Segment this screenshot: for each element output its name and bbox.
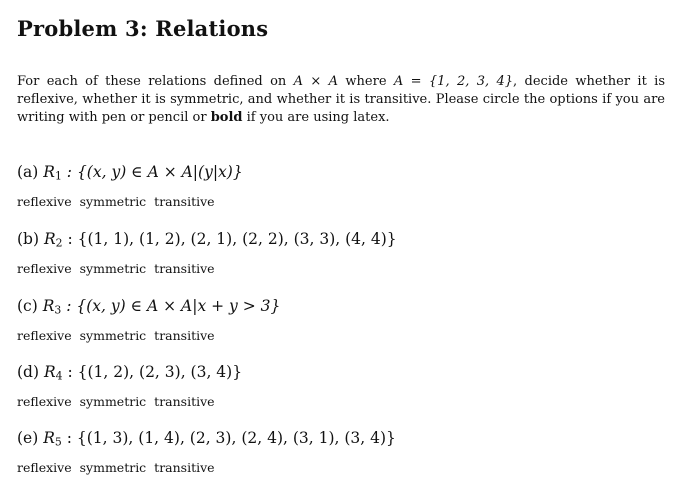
relation-index: 1 [54,169,62,183]
option-reflexive[interactable]: reflexive [17,394,72,409]
problem-label: (c) [17,297,38,315]
intro-bold-word: bold [210,110,243,125]
option-symmetric[interactable]: symmetric [79,194,147,209]
problem-e-options [17,460,215,475]
option-transitive[interactable]: transitive [154,261,215,276]
option-reflexive[interactable]: reflexive [17,194,72,209]
problem-label: (e) [17,429,39,447]
problem-label: (d) [17,363,40,381]
intro-text-3: , decide whether it is reflexive, whether it is symmetric, and whether it is transitive. Please circle the options if you are writing with pen or pencil or [17,74,666,125]
option-symmetric[interactable]: symmetric [79,460,147,475]
relation-name: R [43,363,56,381]
relation-name: R [43,163,55,181]
problem-a-options [17,194,215,209]
relation-name: R [43,230,56,248]
intro-math-product: A × A [293,74,339,89]
option-symmetric[interactable]: symmetric [79,328,147,343]
intro-text-1: For each of these relations defined on [17,74,294,89]
intro-text-4: if you are using latex. [242,110,390,125]
relation-index: 5 [54,435,62,449]
page-title: Problem 3: Relations [17,16,269,41]
problem-d-options [17,394,215,409]
option-reflexive[interactable]: reflexive [17,328,72,343]
problem-b-options [17,261,215,276]
relation-index: 2 [55,236,63,250]
relation-name: R [43,429,55,447]
intro-text-2: where [338,74,394,89]
option-reflexive[interactable]: reflexive [17,460,72,475]
relation-definition: : {(x, y) ∈ A × A|(y|x)} [66,163,243,181]
problem-a-relation [17,163,243,183]
problem-c-relation [17,297,280,317]
relation-definition: : {(1, 1), (1, 2), (2, 1), (2, 2), (3, 3), (4, 4)} [67,230,397,248]
relation-definition: : {(1, 2), (2, 3), (3, 4)} [67,363,243,381]
problem-label: (b) [17,230,40,248]
relation-index: 3 [54,303,62,317]
option-symmetric[interactable]: symmetric [79,261,147,276]
option-transitive[interactable]: transitive [154,194,215,209]
option-transitive[interactable]: transitive [154,394,215,409]
problem-e-relation [17,429,396,449]
problem-d-relation [17,363,242,383]
relation-definition: : {(x, y) ∈ A × A|x + y > 3} [66,297,281,315]
instructions-paragraph [17,73,665,127]
option-transitive[interactable]: transitive [154,460,215,475]
relation-index: 4 [55,369,63,383]
option-symmetric[interactable]: symmetric [79,394,147,409]
relation-definition: : {(1, 3), (1, 4), (2, 3), (2, 4), (3, 1), (3, 4)} [66,429,396,447]
relation-name: R [42,297,55,315]
option-transitive[interactable]: transitive [154,328,215,343]
intro-math-set: A = {1, 2, 3, 4} [393,74,514,89]
option-reflexive[interactable]: reflexive [17,261,72,276]
problem-c-options [17,328,215,343]
problem-b-relation [17,230,397,250]
problem-label: (a) [17,163,39,181]
